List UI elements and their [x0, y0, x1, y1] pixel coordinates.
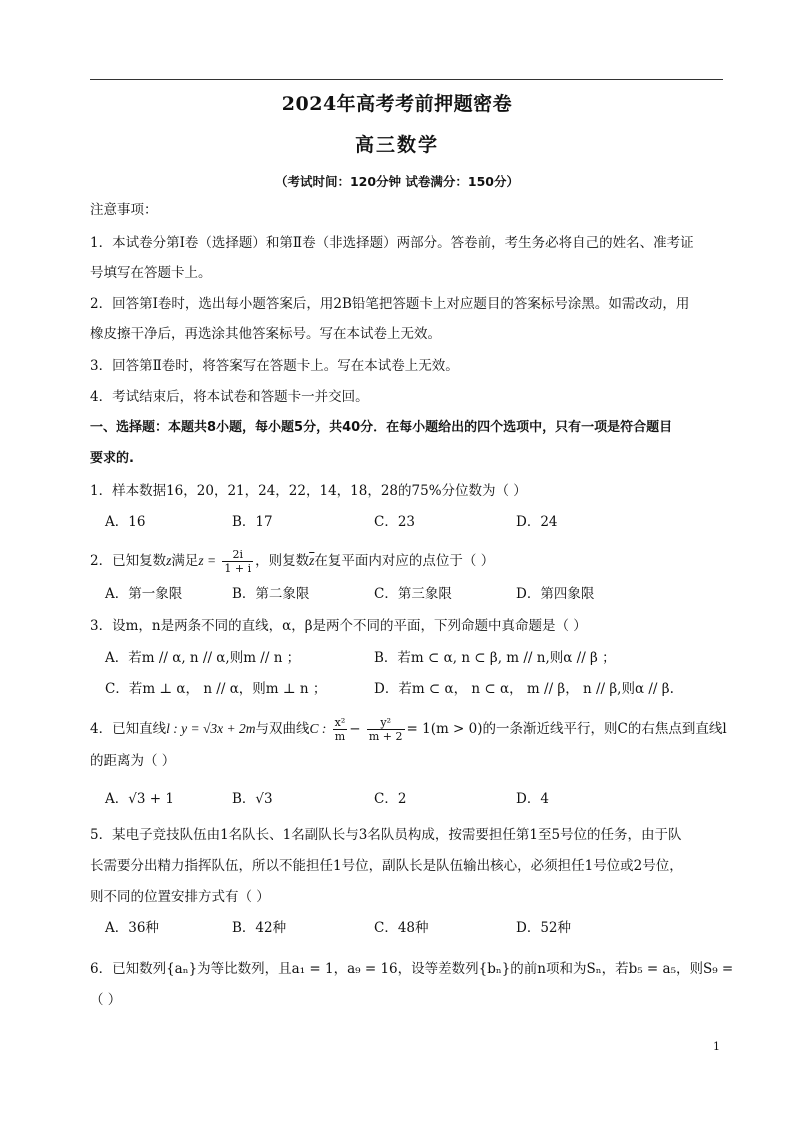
q4-frac1-den: m [334, 730, 346, 743]
q5-option-b: B．42种 [232, 920, 287, 936]
question-6-stem: 6．已知数列{aₙ}为等比数列，且a₁ = 1，a₉ = 16，设等差数列{bₙ}的前n项和为Sₙ，若b₅ = a₅，则S₉ = [90, 961, 734, 977]
q2-frac-den: 1 + i [224, 562, 252, 575]
q4-curve-name: C : [309, 721, 327, 736]
q2-eq: z = [198, 553, 217, 568]
q4-pre: 4．已知直线 [90, 721, 167, 737]
q1-option-c: C．23 [374, 514, 416, 530]
question-4-stem [90, 716, 727, 743]
question-2-stem [90, 548, 494, 575]
q1-option-b: B．17 [232, 514, 273, 530]
subject-title: 高三数学 [354, 134, 439, 156]
note-line: 号填写在答题卡上。 [90, 265, 212, 281]
note-line: 3．回答第Ⅱ卷时，将答案写在答题卡上。写在本试卷上无效。 [90, 358, 459, 374]
q4-frac2-den: m + 2 [368, 730, 403, 743]
q2-mid1: 满足 [171, 553, 199, 569]
q2-option-b: B．第二象限 [232, 586, 310, 602]
page-number: 1 [713, 1040, 720, 1053]
q2-post: 在复平面内对应的点位于（ ） [314, 553, 495, 569]
section-heading: 一、选择题：本题共8小题，每小题5分，共40分．在每小题给出的四个选项中，只有一项是符合题目 [90, 420, 673, 435]
q4-frac2-num: y² [367, 716, 405, 730]
q4-option-b: B．√3 [232, 791, 273, 807]
q2-z: z [166, 553, 172, 568]
q4-mid: 与双曲线 [255, 721, 310, 737]
note-line: 4．考试结束后，将本试卷和答题卡一并交回。 [90, 389, 369, 405]
question-5-line: 5．某电子竞技队伍由1名队长、1名副队长与3名队员构成，按需要担任第1至5号位的任务，由于队 [90, 827, 682, 843]
q2-option-a: A．第一象限 [105, 586, 183, 602]
q2-zbar: $\overline{z}$ [309, 553, 315, 568]
q1-option-d: D．24 [516, 514, 558, 530]
note-line: 2．回答第Ⅰ卷时，选出每小题答案后，用2B铅笔把答题卡上对应题目的答案标号涂黑。如需改动，用 [90, 296, 690, 312]
exam-info: （考试时间：120分钟 试卷满分：150分） [274, 174, 520, 189]
header-rule [90, 79, 723, 80]
question-1-stem: 1．样本数据16，20，21，24，22，14，18，28的75%分位数为（ ） [90, 483, 527, 499]
page-title: 2024年高考考前押题密卷 [281, 93, 513, 115]
q4-frac1-num: x² [334, 716, 346, 729]
q4-fraction-y [367, 716, 405, 743]
note-line: 橡皮擦干净后，再选涂其他答案标号。写在本试卷上无效。 [90, 326, 441, 342]
q4-option-a: A．√3 + 1 [105, 791, 174, 807]
q2-pre: 2．已知复数 [90, 553, 167, 569]
q3-option-d: D．若m ⊂ α， n ⊂ α， m // β， n // β,则α // β. [374, 681, 674, 697]
q4-option-d: D．4 [516, 791, 549, 807]
q2-frac-num: 2i [222, 548, 253, 562]
q2-mid2: ，则复数 [255, 553, 310, 569]
question-5-line: 长需要分出精力指挥队伍，所以不能担任1号位，副队长是队伍输出核心，必须担任1号位或2号位， [90, 858, 683, 874]
section-heading-cont: 要求的. [90, 451, 134, 466]
q5-option-d: D．52种 [516, 920, 572, 936]
note-line: 1．本试卷分第Ⅰ卷（选择题）和第Ⅱ卷（非选择题）两部分。答卷前，考生务必将自己的姓名、准考证 [90, 235, 694, 251]
q5-option-c: C．48种 [374, 920, 429, 936]
q4-option-c: C．2 [374, 791, 407, 807]
q3-option-a: A．若m // α, n // α,则m // n ； [105, 650, 301, 666]
q2-fraction [222, 548, 253, 575]
q4-fraction-x [333, 716, 348, 743]
q2-option-d: D．第四象限 [516, 586, 595, 602]
notes-heading: 注意事项： [90, 202, 158, 218]
question-5-line: 则不同的位置安排方式有（ ） [90, 889, 270, 905]
question-3-stem: 3．设m，n是两条不同的直线，α，β是两个不同的平面，下列命题中真命题是（ ） [90, 618, 587, 634]
question-4-stem-cont: 的距离为（ ） [90, 753, 176, 769]
q3-option-c: C．若m ⊥ α， n // α，则m ⊥ n ； [105, 681, 327, 697]
q5-option-a: A．36种 [105, 920, 159, 936]
q4-line-eq: l : y = √3x + 2m [166, 721, 256, 736]
q4-cond: = 1(m > 0) [406, 721, 483, 737]
q2-option-c: C．第三象限 [374, 586, 452, 602]
question-6-stem-cont: （ ） [90, 992, 122, 1008]
q4-post: 的一条渐近线平行，则C的右焦点到直线l [482, 721, 727, 737]
q1-option-a: A．16 [105, 514, 146, 530]
q4-minus: − [349, 721, 361, 737]
q3-option-b: B．若m ⊂ α, n ⊂ β, m // n,则α // β ； [374, 650, 616, 666]
